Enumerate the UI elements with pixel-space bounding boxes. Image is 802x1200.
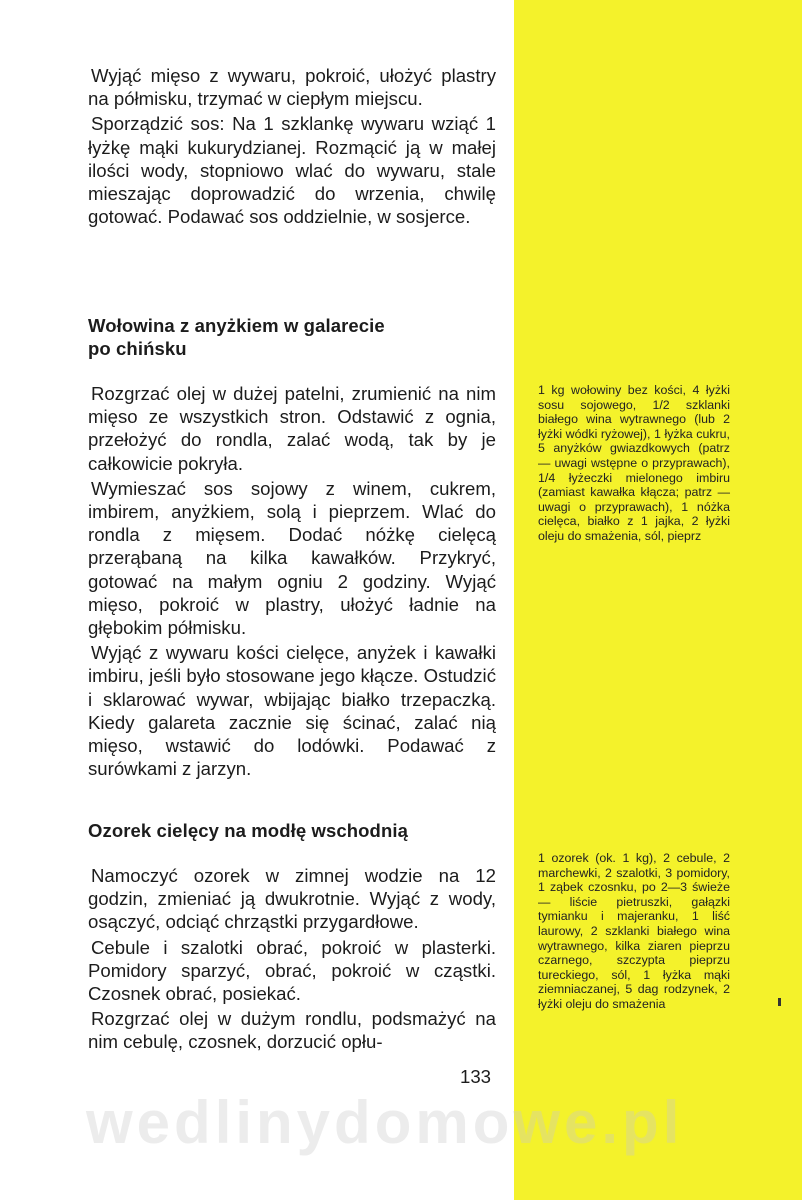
recipe1-title: [88, 314, 496, 360]
recipe1-title-line1: Wołowina z anyżkiem w galarecie: [88, 315, 385, 336]
page-number: 133: [460, 1066, 492, 1087]
recipe1-title-line2: po chińsku: [88, 338, 187, 359]
margin-mark: [778, 998, 781, 1006]
recipe1-body: [88, 382, 496, 780]
intro-paragraph-1: Wyjąć mięso z wywaru, pokroić, ułożyć plastry na półmisku, trzymać w ciepłym miejscu.: [88, 65, 496, 110]
recipe1-paragraph-1: Rozgrzać olej w dużej patelni, zrumienić na nim mięso ze wszystkich stron. Odstawić z ognia, przełożyć do rondla, zalać wodą, tak by je całkowicie pokryła.: [88, 383, 496, 474]
recipe2-title-text: Ozorek cielęcy na modłę wschodnią: [88, 820, 408, 841]
recipe2-ingredients: 1 ozorek (ok. 1 kg), 2 cebule, 2 marchewki, 2 szalotki, 3 pomidory, 1 ząbek czosnku, po 2—3 świeże — liście pietruszki, gałązki tymianku i majeranku, 1 liść laurowy, 2 szklanki białego wina wytrawnego, kilka ziaren pieprzu czarnego, szczypta pieprzu tureckiego, sól, 1 łyżka mąki ziemniaczanej, 5 dag rodzynek, 2 łyżki oleju do smażenia: [538, 851, 730, 1011]
intro-paragraph-2: Sporządzić sos: Na 1 szklankę wywaru wziąć 1 łyżkę mąki kukurydzianej. Rozmącić ją w małej ilości wody, stopniowo wlać do wywaru, stale mieszając doprowadzić do wrzenia, chwilę gotować. Podawać sos oddzielnie, w sosjerce.: [88, 113, 496, 228]
recipe2-paragraph-3: Rozgrzać olej w dużym rondlu, podsmażyć na nim cebulę, czosnek, dorzucić opłu-: [88, 1008, 496, 1053]
recipe2-title: [88, 819, 496, 842]
yellow-sidebar: [514, 0, 802, 1200]
watermark-text: wedlinydomowe.pl: [86, 1089, 684, 1156]
recipe2-paragraph-1: Namoczyć ozorek w zimnej wodzie na 12 godzin, zmieniać ją dwukrotnie. Wyjąć z wody, osączyć, odciąć chrząstki przygardłowe.: [88, 865, 496, 933]
recipe1-paragraph-3: Wyjąć z wywaru kości cielęce, anyżek i kawałki imbiru, jeśli było stosowane jego kłącze. Ostudzić i sklarować wywar, wbijając białko trzepaczką. Kiedy galareta zacznie się ścinać, zalać nią mięso, wstawić do lodówki. Podawać z surówkami z jarzyn.: [88, 642, 496, 780]
recipe1-ingredients: 1 kg wołowiny bez kości, 4 łyżki sosu sojowego, 1/2 szklanki białego wina wytrawnego (lub 2 łyżki wódki ryżowej), 1 łyżka cukru, 5 anyżków gwiazdkowych (patrz — uwagi wstępne o przyprawach), 1/4 łyżeczki mielonego imbiru (zamiast kawałka kłącza; patrz — uwagi o przyprawach), 1 nóżka cielęca, białko z 1 jajka, 2 łyżki oleju do smażenia, sól, pieprz: [538, 383, 730, 543]
recipe2-body: [88, 864, 496, 1054]
recipe1-paragraph-2: Wymieszać sos sojowy z winem, cukrem, imbirem, anyżkiem, solą i pieprzem. Wlać do rondla z mięsem. Dodać nóżkę cielęcą przerąbaną na kilka kawałków. Przykryć, gotować na małym ogniu 2 godziny. Wyjąć mięso, pokroić w plastry, ułożyć ładnie na głębokim półmisku.: [88, 477, 496, 639]
recipe2-paragraph-2: Cebule i szalotki obrać, pokroić w plasterki. Pomidory sparzyć, obrać, pokroić w cząstki. Czosnek obrać, posiekać.: [88, 936, 496, 1005]
intro-section: [88, 64, 496, 228]
